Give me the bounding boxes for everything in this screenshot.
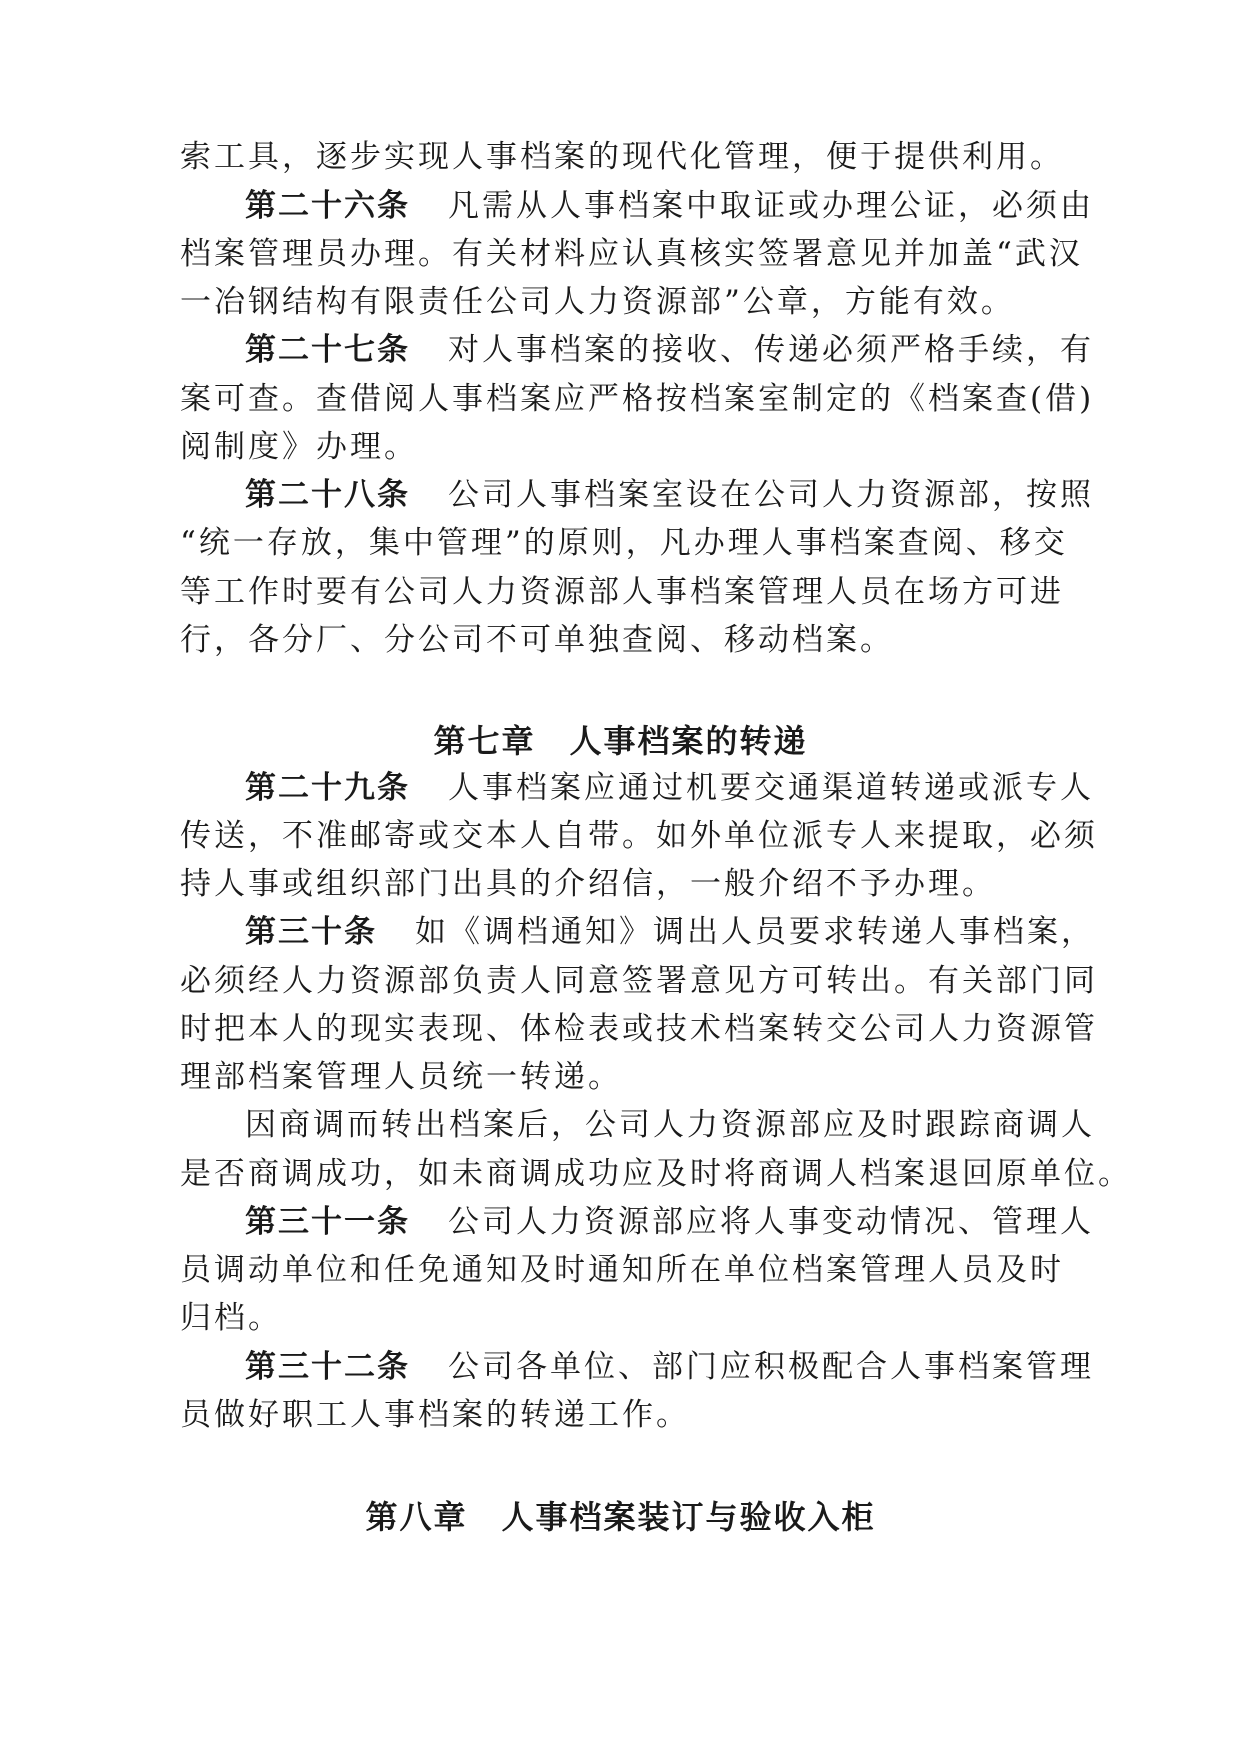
article-26-first-line: [245, 184, 1094, 228]
chapter-8-heading: [0, 1494, 1241, 1540]
paragraph-line: 理部档案管理人员统一转递。: [180, 1059, 622, 1095]
article-26-text: 凡需从人事档案中取证或办理公证，必须由: [448, 188, 1094, 224]
chapter-8-title: 人事档案装订与验收入柜: [501, 1498, 876, 1536]
paragraph-line: 一冶钢结构有限责任公司人力资源部”公章，方能有效。: [180, 284, 1015, 320]
paragraph-line: 等工作时要有公司人力资源部人事档案管理人员在场方可进: [180, 574, 1064, 610]
chapter-7-title: 人事档案的转递: [569, 722, 808, 760]
chapter-7-number: 第七章: [433, 722, 536, 760]
paragraph-line: 行，各分厂、分公司不可单独查阅、移动档案。: [180, 622, 894, 658]
article-27-text: 对人事档案的接收、传递必须严格手续，有: [448, 332, 1094, 368]
paragraph-line: 是否商调成功，如未商调成功应及时将商调人档案退回原单位。: [180, 1156, 1132, 1192]
article-30-label: 第三十条: [245, 914, 377, 950]
paragraph-line: 必须经人力资源部负责人同意签署意见方可转出。有关部门同: [180, 963, 1098, 999]
article-28-first-line: [245, 473, 1094, 517]
paragraph-line: 档案管理员办理。有关材料应认真核实签署意见并加盖“武汉: [180, 236, 1083, 272]
article-27-label: 第二十七条: [245, 332, 410, 368]
article-29-text: 人事档案应通过机要交通渠道转递或派专人: [448, 770, 1094, 806]
article-31-text: 公司人力资源部应将人事变动情况、管理人: [448, 1204, 1094, 1240]
paragraph-line: “统一存放，集中管理”的原则，凡办理人事档案查阅、移交: [180, 525, 1068, 561]
article-30-first-line: [245, 910, 1095, 954]
article-29-first-line: [245, 766, 1094, 810]
paragraph-line: 归档。: [180, 1300, 282, 1336]
article-32-first-line: [245, 1345, 1094, 1389]
article-26-label: 第二十六条: [245, 188, 410, 224]
article-31-first-line: [245, 1200, 1094, 1244]
article-27-first-line: [245, 328, 1094, 372]
article-30-text: 如《调档通知》调出人员要求转递人事档案，: [415, 914, 1095, 950]
article-29-label: 第二十九条: [245, 770, 410, 806]
article-28-text: 公司人事档案室设在公司人力资源部，按照: [448, 477, 1094, 513]
paragraph-line: 传送，不准邮寄或交本人自带。如外单位派专人来提取，必须: [180, 818, 1098, 854]
article-31-label: 第三十一条: [245, 1204, 410, 1240]
article-32-text: 公司各单位、部门应积极配合人事档案管理: [448, 1349, 1094, 1385]
paragraph-line: 案可查。查借阅人事档案应严格按档案室制定的《档案查(借): [180, 381, 1095, 417]
article-28-label: 第二十八条: [245, 477, 410, 513]
paragraph-line: 员做好职工人事档案的转递工作。: [180, 1397, 690, 1433]
paragraph-line: 持人事或组织部门出具的介绍信，一般介绍不予办理。: [180, 866, 996, 902]
paragraph-line: 时把本人的现实表现、体检表或技术档案转交公司人力资源管: [180, 1011, 1098, 1047]
chapter-7-heading: [0, 718, 1241, 764]
paragraph-line: 阅制度》办理。: [180, 429, 418, 465]
paragraph-line: 索工具，逐步实现人事档案的现代化管理，便于提供利用。: [180, 139, 1064, 175]
paragraph-line: 员调动单位和任免通知及时通知所在单位档案管理人员及时: [180, 1252, 1064, 1288]
article-32-label: 第三十二条: [245, 1349, 410, 1385]
chapter-8-number: 第八章: [365, 1498, 468, 1536]
paragraph-first-line: 因商调而转出档案后，公司人力资源部应及时跟踪商调人: [245, 1107, 1095, 1143]
